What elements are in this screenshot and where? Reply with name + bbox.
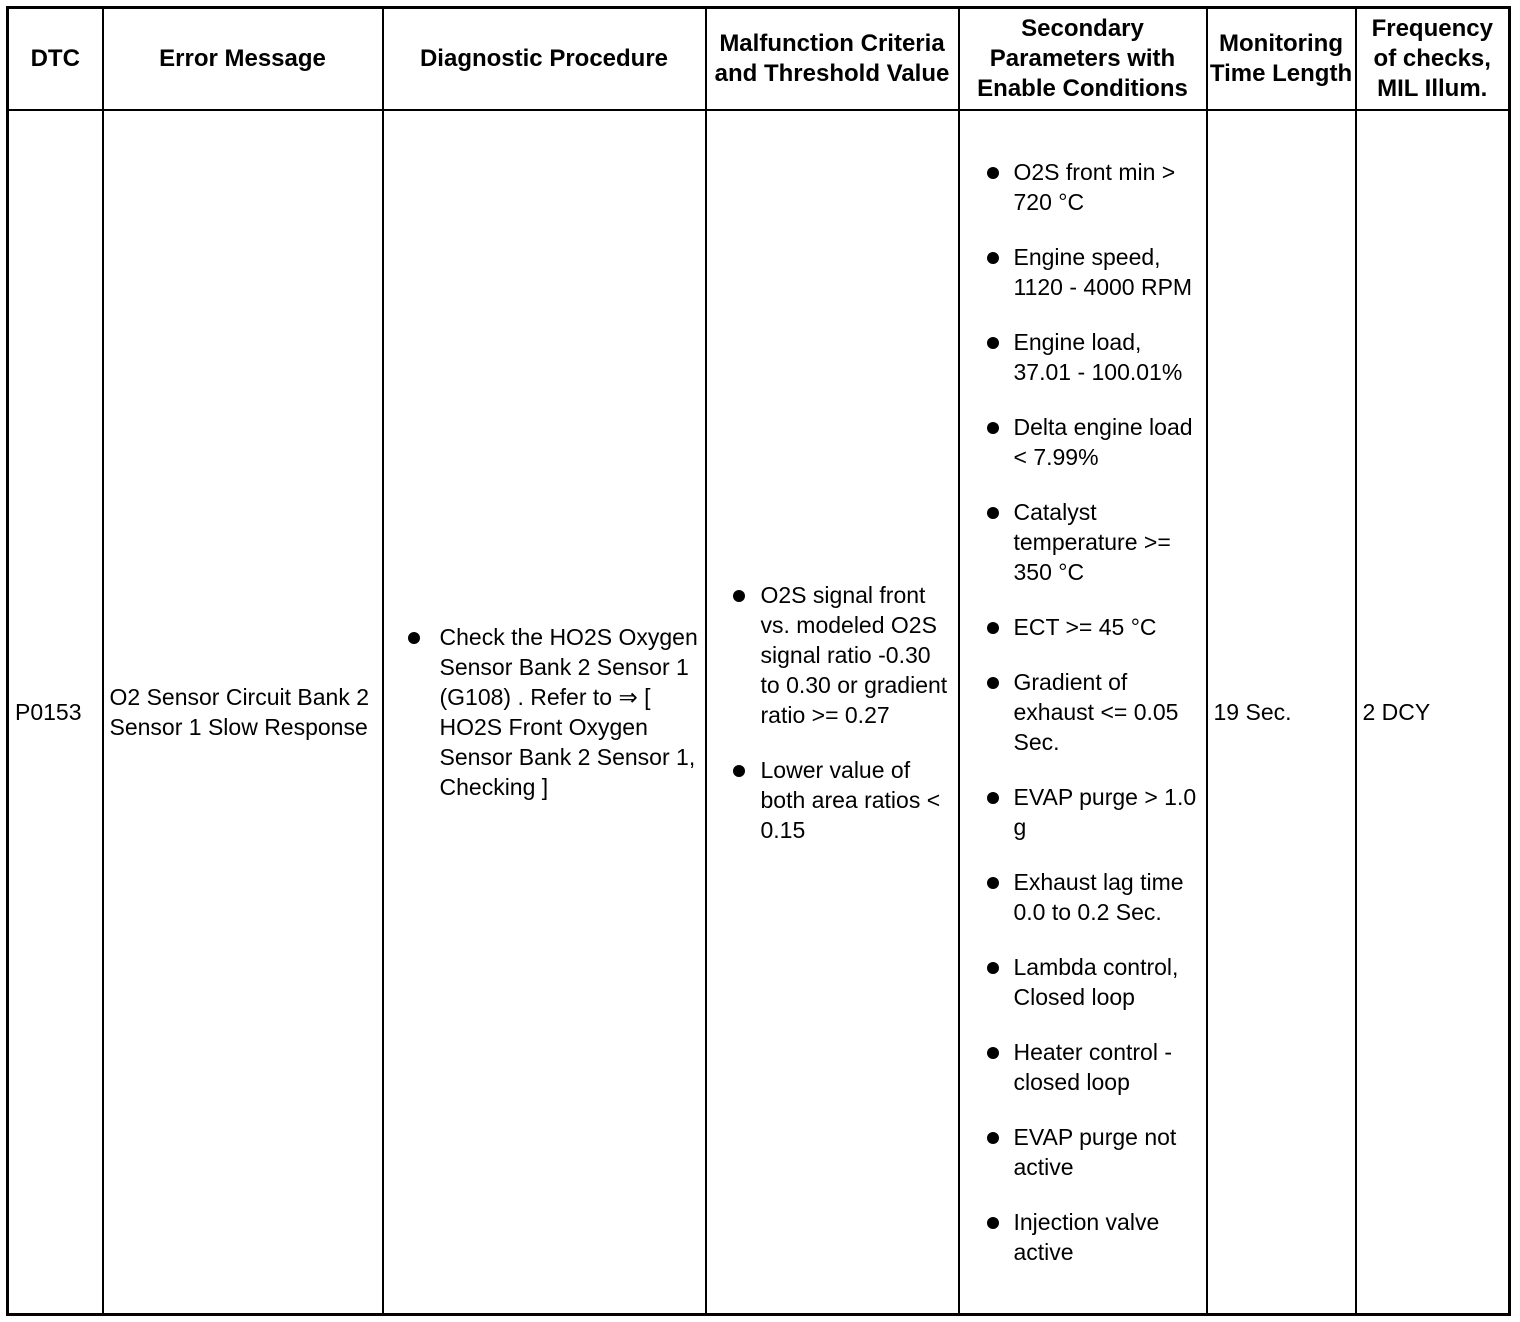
table-row — [8, 110, 1510, 1315]
criteria-text: O2S signal front vs. modeled O2S signal ratio -0.30 to 0.30 or gradient ratio >= 0.27 — [760, 581, 948, 728]
list-item — [966, 867, 1202, 927]
list-item — [966, 667, 1202, 757]
header-row — [8, 8, 1510, 111]
error-message: O2 Sensor Circuit Bank 2 Sensor 1 Slow Response — [103, 110, 383, 1315]
header-secondary-parameters: Secondary Parameters with Enable Conditions — [959, 8, 1207, 111]
bullet-icon — [987, 792, 999, 804]
parameter-text: Lambda control, Closed loop — [1013, 954, 1179, 1010]
list-item — [966, 157, 1202, 217]
parameter-text: EVAP purge > 1.0 g — [1013, 784, 1197, 840]
bullet-icon — [733, 590, 745, 602]
secondary-parameters-list — [966, 157, 1202, 1267]
diagnostic-procedure-list — [390, 622, 701, 802]
bullet-icon — [987, 167, 999, 179]
parameter-text: Engine speed, 1120 - 4000 RPM — [1013, 244, 1193, 300]
dtc-code: P0153 — [8, 110, 103, 1315]
bullet-icon — [408, 632, 420, 644]
list-item — [966, 412, 1202, 472]
parameter-text: ECT >= 45 °C — [1013, 614, 1157, 640]
bullet-icon — [987, 1217, 999, 1229]
bullet-icon — [987, 422, 999, 434]
dtc-table — [6, 6, 1511, 1316]
parameter-text: Injection valve active — [1013, 1209, 1160, 1265]
bullet-icon — [987, 877, 999, 889]
list-item — [966, 612, 1202, 642]
bullet-icon — [987, 1047, 999, 1059]
criteria-text: Lower value of both area ratios < 0.15 — [760, 756, 941, 843]
frequency: 2 DCY — [1356, 110, 1510, 1315]
parameter-text: Catalyst temperature >= 350 °C — [1013, 499, 1171, 585]
list-item — [966, 952, 1202, 1012]
list-item — [966, 327, 1202, 387]
parameter-text: Gradient of exhaust <= 0.05 Sec. — [1013, 669, 1179, 755]
bullet-icon — [987, 507, 999, 519]
header-dtc: DTC — [8, 8, 103, 111]
list-item — [966, 497, 1202, 587]
list-item — [966, 782, 1202, 842]
bullet-icon — [733, 765, 745, 777]
bullet-icon — [987, 677, 999, 689]
list-item — [966, 1207, 1202, 1267]
header-error-message: Error Message — [103, 8, 383, 111]
parameter-text: Engine load, 37.01 - 100.01% — [1013, 329, 1183, 385]
parameter-text: O2S front min > 720 °C — [1013, 159, 1176, 215]
malfunction-criteria-list — [713, 580, 954, 845]
bullet-icon — [987, 962, 999, 974]
bullet-icon — [987, 1132, 999, 1144]
list-item — [713, 755, 954, 845]
list-item — [713, 580, 954, 730]
header-frequency: Frequency of checks, MIL Illum. — [1356, 8, 1510, 111]
parameter-text: EVAP purge not active — [1013, 1124, 1177, 1180]
list-item — [390, 622, 701, 802]
list-item — [966, 242, 1202, 302]
list-item — [966, 1037, 1202, 1097]
monitoring-time: 19 Sec. — [1207, 110, 1356, 1315]
parameter-text: Heater control - closed loop — [1013, 1039, 1173, 1095]
header-malfunction-criteria: Malfunction Criteria and Threshold Value — [706, 8, 959, 111]
malfunction-criteria-cell — [706, 110, 959, 1315]
list-item — [966, 1122, 1202, 1182]
parameter-text: Delta engine load < 7.99% — [1013, 414, 1193, 470]
header-diagnostic-procedure: Diagnostic Procedure — [383, 8, 706, 111]
bullet-icon — [987, 622, 999, 634]
bullet-icon — [987, 252, 999, 264]
secondary-parameters-cell — [959, 110, 1207, 1315]
procedure-text: Check the HO2S Oxygen Sensor Bank 2 Sensor 1 (G108) . Refer to ⇒ [ HO2S Front Oxygen Sensor Bank 2 Sensor 1, Checking ] — [439, 624, 698, 800]
parameter-text: Exhaust lag time 0.0 to 0.2 Sec. — [1013, 869, 1184, 925]
diagnostic-procedure-cell — [383, 110, 706, 1315]
bullet-icon — [987, 337, 999, 349]
header-monitoring-time: Monitoring Time Length — [1207, 8, 1356, 111]
